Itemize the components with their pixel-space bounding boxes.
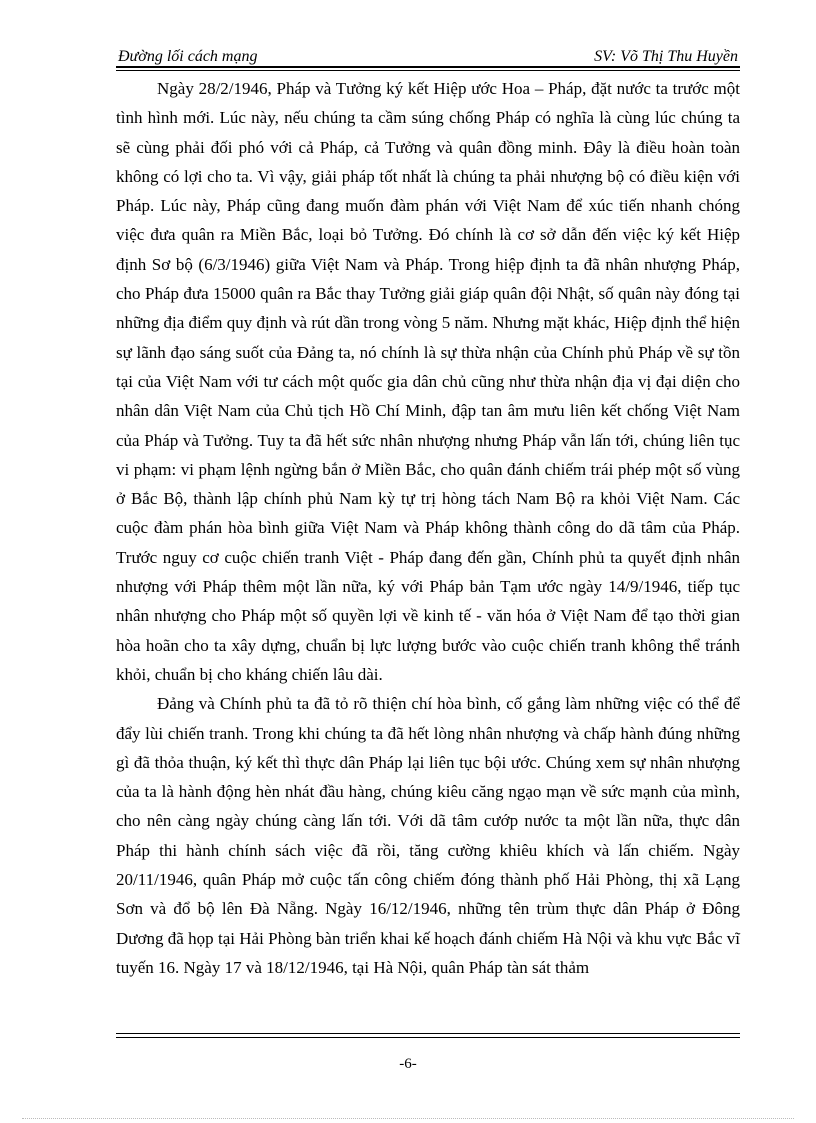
paragraph-1: Ngày 28/2/1946, Pháp và Tưởng ký kết Hiệp ước Hoa – Pháp, đặt nước ta trước một tình hình mới. Lúc này, nếu chúng ta cầm súng chống Pháp có nghĩa là cùng lúc chúng ta sẽ cùng phải đối phó với cả Pháp, cả Tưởng và quân đồng minh. Đây là điều hoàn toàn không có lợi cho ta. Vì vậy, giải pháp tốt nhất là chúng ta phải nhượng bộ có điều kiện với Pháp. Lúc này, Pháp cũng đang muốn đàm phán với Việt Nam để xúc tiến nhanh chóng việc đưa quân ra Miền Bắc, loại bỏ Tưởng. Đó chính là cơ sở dẫn đến việc ký kết Hiệp định Sơ bộ (6/3/1946) giữa Việt Nam và Pháp. Trong hiệp định ta đã nhân nhượng Pháp, cho Pháp đưa 15000 quân ra Bắc thay Tưởng giải giáp quân đội Nhật, số quân này đóng tại những địa điểm quy định và rút dần trong vòng 5 năm. Nhưng mặt khác, Hiệp định thể hiện sự lãnh đạo sáng suốt của Đảng ta, nó chính là sự thừa nhận của Chính phủ Pháp về sự tồn tại của Việt Nam với tư cách một quốc gia dân chủ cũng như thừa nhận địa vị đại diện cho nhân dân Việt Nam của Chủ tịch Hồ Chí Minh, đập tan âm mưu liên kết chống Việt Nam của Pháp và Tưởng. Tuy ta đã hết sức nhân nhượng nhưng Pháp vẫn lấn tới, chúng liên tục vi phạm: vi phạm lệnh ngừng bắn ở Miền Bắc, cho quân đánh chiếm trái phép một số vùng ở Bắc Bộ, thành lập chính phủ Nam kỳ tự trị hòng tách Nam Bộ ra khỏi Việt Nam. Các cuộc đàm phán hòa bình giữa Việt Nam và Pháp không thành công do dã tâm của Pháp. Trước nguy cơ cuộc chiến tranh Việt - Pháp đang đến gần, Chính phủ ta quyết định nhân nhượng với Pháp thêm một lần nữa, ký với Pháp bản Tạm ước ngày 14/9/1946, tiếp tục nhân nhượng cho Pháp một số quyền lợi về kinh tế - văn hóa ở Việt Nam để tạo thời gian hòa hoãn cho ta xây dựng, chuẩn bị lực lượng bước vào cuộc chiến tranh không thể tránh khỏi, chuẩn bị cho kháng chiến lâu dài.	[116, 79, 740, 684]
page-bottom-edge	[22, 1118, 794, 1119]
paragraph-2: Đảng và Chính phủ ta đã tỏ rõ thiện chí hòa bình, cố gắng làm những việc có thể để đẩy lùi chiến tranh. Trong khi chúng ta đã hết lòng nhân nhượng và chấp hành đúng những gì đã thỏa thuận, ký kết thì thực dân Pháp lại liên tục bội ước. Chúng xem sự nhân nhượng của ta là hành động hèn nhát đầu hàng, chúng kiêu căng ngạo mạn về sức mạnh của mình, cho nên càng ngày chúng càng lấn tới. Với dã tâm cướp nước ta một lần nữa, thực dân Pháp thi hành chính sách việc đã rồi, tăng cường khiêu khích và lấn chiếm. Ngày 20/11/1946, quân Pháp mở cuộc tấn công chiếm đóng thành phố Hải Phòng, thị xã Lạng Sơn và đổ bộ lên Đà Nẵng. Ngày 16/12/1946, những tên trùm thực dân Pháp ở Đông Dương đã họp tại Hải Phòng bàn triển khai kế hoạch đánh chiếm Hà Nội và khu vực Bắc vĩ tuyến 16. Ngày 17 và 18/12/1946, tại Hà Nội, quân Pháp tàn sát thảm	[116, 694, 740, 977]
footer-rule-thin	[116, 1033, 740, 1034]
header-left-text: Đường lối cách mạng	[118, 48, 258, 65]
document-body	[116, 74, 740, 982]
page-header	[116, 46, 740, 68]
header-rule-thick	[116, 66, 740, 68]
header-rule-thin	[116, 70, 740, 71]
footer-rule-thin-2	[116, 1037, 740, 1038]
page-number: -6-	[399, 1056, 417, 1072]
header-right-text: SV: Võ Thị Thu Huyền	[594, 48, 738, 65]
